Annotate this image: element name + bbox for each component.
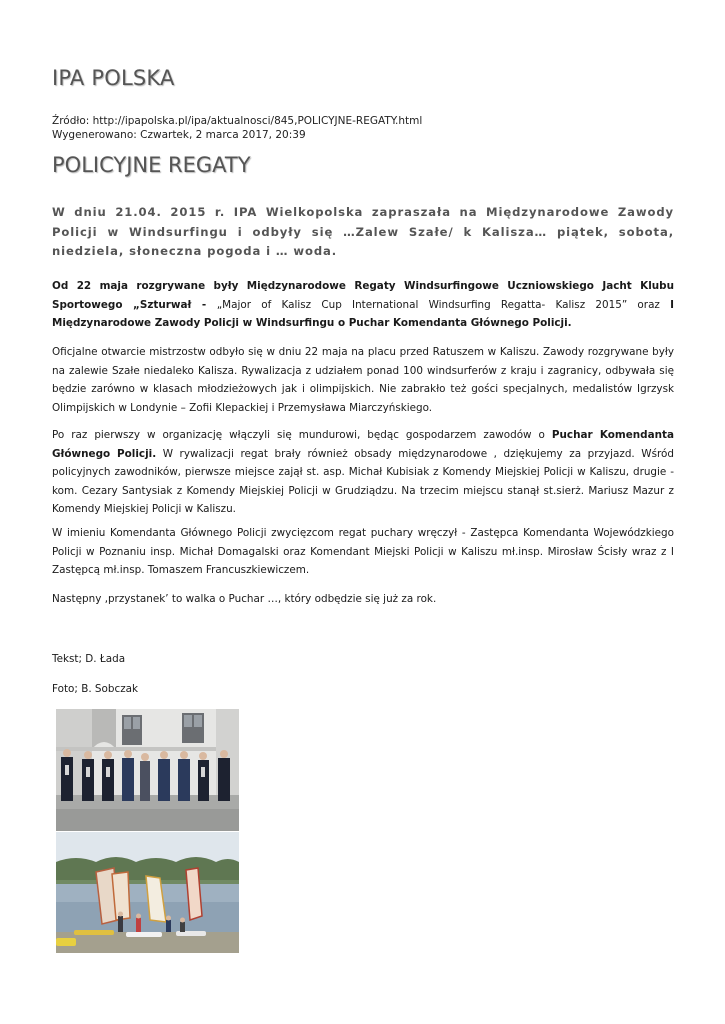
paragraph-4: W imieniu Komendanta Głównego Policji zwycięzcom regat puchary wręczył - Zastępca Komendanta Wojewódzkiego Policji w Poznaniu insp. Michał Domagalski oraz Komendant Miejski Policji w Kaliszu mł.insp. Mirosław Ścisły wraz z I Zastępcą mł.insp. Tomaszem Francuszkiewiczem. <box>52 527 674 576</box>
group-photo-icon <box>56 709 239 831</box>
p3-a: Po raz pierwszy w organizację włączyli się mundurowi, będąc gospodarzem zawodów o <box>52 429 552 441</box>
paragraph-1 <box>52 277 674 333</box>
source-line: Źródło: http://ipapolska.pl/ipa/aktualnosci/845,POLICYJNE-REGATY.html <box>52 115 423 127</box>
p3-b: W rywalizacji regat brały również obsady międzynarodowe , dziękujemy za przyjazd. Wśród policyjnych zawodników, pierwsze miejsce zajął st. asp. Michał Kubisiak z Komendy Miejskiej Policji w Kaliszu, drugie - kom. Cezary Santysiak z Komendy Miejskiej Policji w Grudziądzu. Na trzecim miejscu stanął st.sierż. Mariusz Mazur z Komendy Miejskiej Policji w Kaliszu. <box>52 447 674 515</box>
windsurf-photo-icon <box>56 832 239 953</box>
p1-bold-a: Od 22 maja rozgrywane były Międzynarodowe Regaty Windsurfingowe Uczniowskiego Jacht Klubu Sportowego „Szturwał - <box>52 280 674 311</box>
paragraph-3 <box>52 426 674 519</box>
generated-line: Wygenerowano: Czwartek, 2 marca 2017, 20:39 <box>52 129 306 141</box>
p1-bold-b: I Międzynarodowe Zawody Policji w Windsurfingu o Puchar Komendanta Głównego Policji. <box>52 298 674 329</box>
article-title: POLICYJNE REGATY <box>52 153 251 177</box>
paragraph-2: Oficjalne otwarcie mistrzostw odbyło się w dniu 22 maja na placu przed Ratuszem w Kaliszu. Zawody rozgrywane były na zalewie Szałe niedaleko Kalisza. Rywalizacja z udziałem ponad 100 windsurferów z kraju i zagranicy, odbywała się będzie zarówno w klasach młodzieżowych jak i olimpijskich. Nie zabrakło też gości specjalnych, medalistów Igrzysk Olimpijskich w Londynie – Zofii Klepackiej i Przemysława Miarczyńskiego. <box>52 346 674 414</box>
p1-normal: „Major of Kalisz Cup International Windsurfing Regatta- Kalisz 2015” oraz <box>216 298 671 311</box>
credit-photo: Foto; B. Sobczak <box>52 683 139 695</box>
document-meta <box>52 114 422 142</box>
site-title: IPA POLSKA <box>52 66 175 90</box>
paragraph-5: Następny ‚przystanek’ to walka o Puchar …, który odbędzie się już za rok. <box>52 593 437 605</box>
credit-text: Tekst; D. Łada <box>52 653 126 665</box>
p3-bold: Puchar Komendanta Głównego Policji. <box>52 429 675 460</box>
article-lead: W dniu 21.04. 2015 r. IPA Wielkopolska zapraszała na Międzynarodowe Zawody Policji w Windsurfingu i odbyły się …Zalew Szałe/ k Kalisza… piątek, sobota, niedziela, słoneczna pogoda i … woda. <box>52 205 674 258</box>
